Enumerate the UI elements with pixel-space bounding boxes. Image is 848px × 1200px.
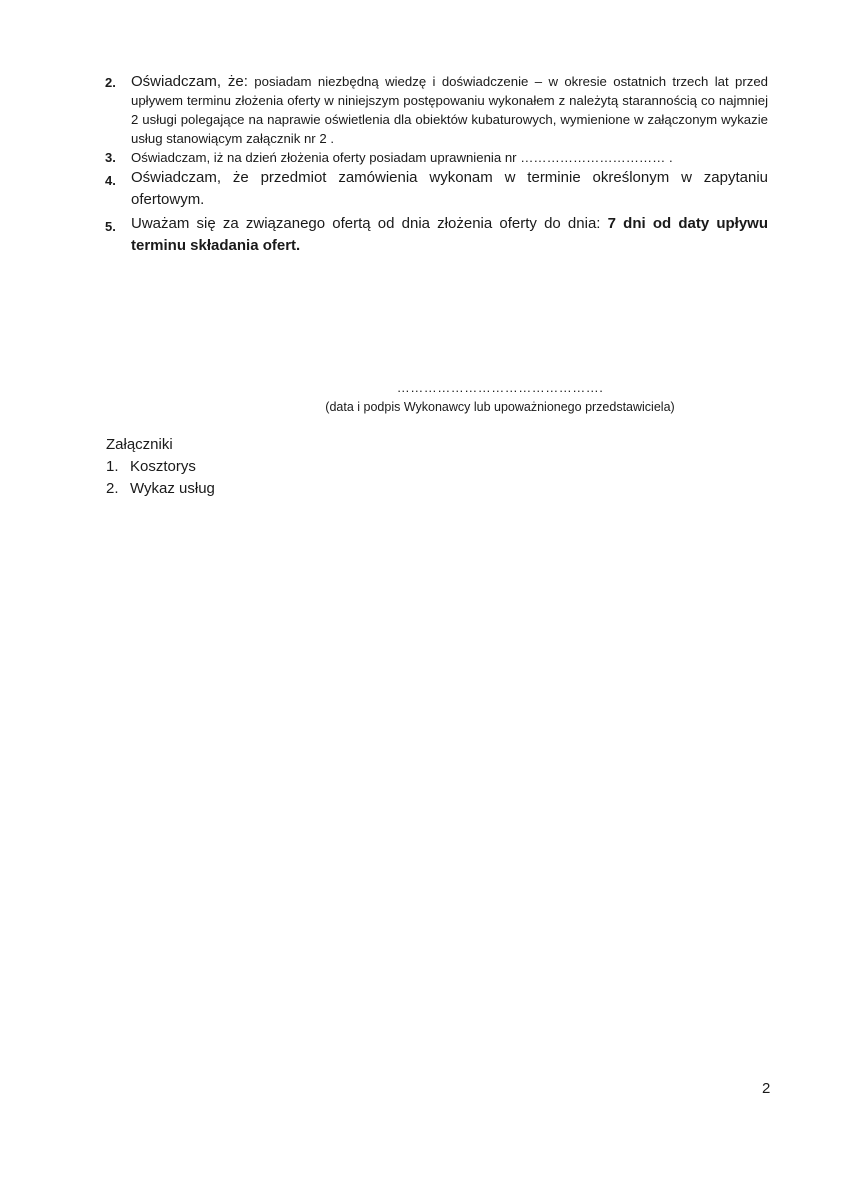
item-text: posiadam niezbędną wiedzę i doświadczenie – w okresie ostatnich trzech lat przed upływem terminu złożenia oferty w niniejszym postępowaniu wykonałem z należytą starannością co najmniej 2 usługi polegające na naprawie oświetlenia dla obiektów kubaturowych, wymienione w załączonym wykazie usług stanowiącym załącznik nr 2 .	[131, 74, 768, 146]
item-text: Oświadczam, iż na dzień złożenia oferty posiadam uprawnienia nr …………………………… .	[131, 150, 673, 165]
declaration-item-3	[105, 148, 768, 167]
signature-caption: (data i podpis Wykonawcy lub upoważnionego przedstawiciela)	[325, 400, 675, 414]
signature-line: ……………………………………….	[396, 380, 604, 395]
item-number: 4.	[105, 173, 116, 188]
item-number: 5.	[105, 219, 116, 234]
attachments-section	[106, 434, 215, 500]
item-lead-text: Oświadczam, że:	[131, 73, 248, 90]
item-number: 2.	[105, 75, 116, 90]
declarations-list	[105, 72, 768, 257]
item-text: Oświadczam, że przedmiot zamówienia wykonam w terminie określonym w zapytaniu ofertowym.	[131, 169, 768, 208]
attachment-number: 2.	[106, 480, 119, 497]
attachment-label: Wykaz usług	[130, 480, 215, 497]
attachment-number: 1.	[106, 458, 119, 475]
declaration-item-5	[105, 213, 768, 257]
attachments-heading: Załączniki	[106, 436, 173, 453]
attachment-item	[106, 478, 215, 500]
item-text: Uważam się za związanego ofertą od dnia złożenia oferty do dnia:	[131, 215, 608, 232]
page-number: 2	[762, 1080, 771, 1097]
item-bold-text: 7 dni od daty upływu terminu składania ofert.	[131, 215, 768, 254]
item-number: 3.	[105, 150, 116, 165]
attachment-label: Kosztorys	[130, 458, 196, 475]
attachment-item	[106, 456, 215, 478]
declaration-item-2	[105, 72, 768, 148]
declaration-item-4	[105, 167, 768, 211]
